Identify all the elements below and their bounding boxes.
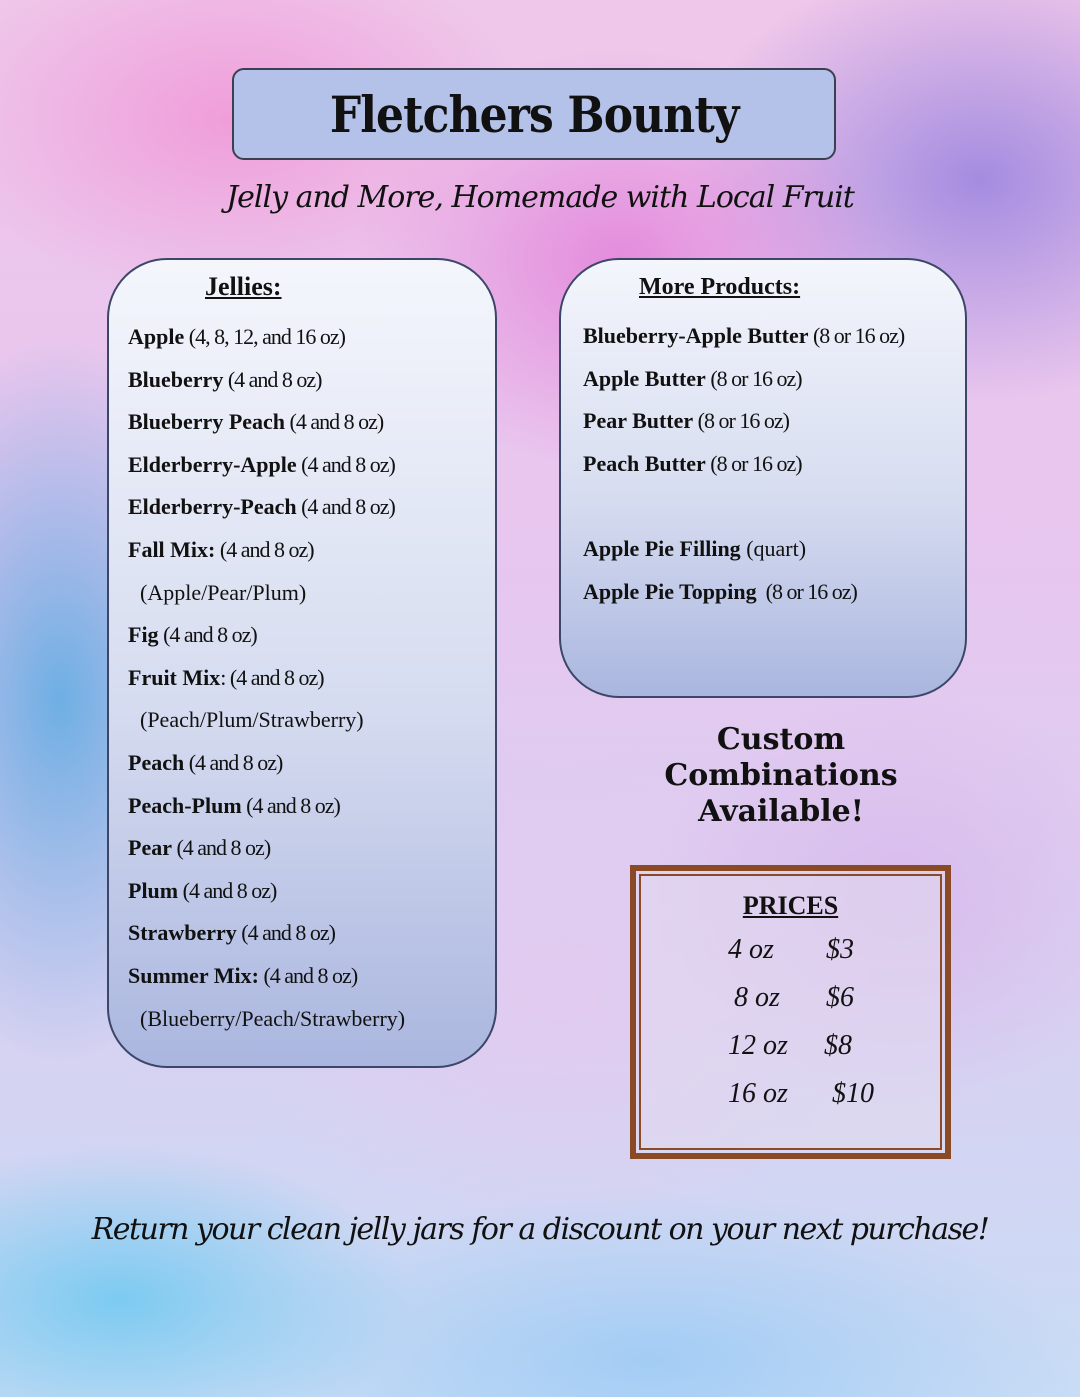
item-note: (Apple/Pear/Plum): [140, 579, 307, 605]
item-name: Peach-Plum: [128, 792, 242, 818]
item-name: Strawberry: [128, 920, 237, 946]
price-value: $6: [826, 982, 854, 1013]
item-size: (8 or 16 oz): [705, 450, 802, 476]
item-size: (4 and 8 oz): [184, 749, 283, 775]
jellies-heading: Jellies:: [205, 272, 282, 301]
price-value: $3: [826, 934, 854, 965]
item-size: (4 and 8 oz): [158, 622, 257, 648]
item-name: Blueberry Peach: [128, 409, 286, 435]
title-box: [232, 68, 836, 160]
item-name: Fall Mix:: [128, 536, 216, 562]
list-item: [128, 614, 405, 657]
item-size: (4 and 8 oz): [296, 494, 395, 520]
item-name: Elderberry-Peach: [128, 494, 297, 520]
price-size: 16 oz: [728, 1078, 788, 1109]
item-size: (4 and 8 oz): [258, 962, 358, 988]
list-spacer: [583, 485, 904, 528]
item-note: (Peach/Plum/Strawberry): [140, 707, 364, 733]
item-name: Summer Mix:: [128, 962, 259, 988]
item-name: Pear Butter: [583, 408, 694, 434]
list-item: [583, 571, 904, 614]
custom-line-1: Custom: [716, 722, 846, 757]
item-name: Peach: [128, 749, 185, 775]
more-products-list: [583, 315, 904, 613]
list-item: [128, 401, 405, 444]
item-size: (8 or 16 oz): [705, 365, 802, 391]
item-size: (quart): [740, 535, 807, 561]
item-name: Elderberry-Apple: [128, 451, 297, 477]
custom-line-3: Available!: [698, 794, 864, 829]
item-name: Apple Pie Topping: [583, 578, 757, 604]
item-size: (4 and 8 oz): [215, 536, 314, 562]
list-item: [128, 529, 405, 572]
item-size: (4 and 8 oz): [178, 877, 277, 903]
price-size: 4 oz: [728, 934, 774, 965]
list-item: [128, 444, 405, 487]
item-size: (4, 8, 12, and 16 oz): [184, 324, 345, 349]
item-name: Fruit Mix: [128, 664, 221, 690]
item-size: : (4 and 8 oz): [220, 664, 324, 690]
list-item: [128, 359, 405, 402]
list-item-note: [128, 998, 405, 1041]
list-item: [583, 315, 904, 358]
price-size: 8 oz: [734, 982, 780, 1013]
price-value: $10: [832, 1078, 874, 1109]
list-item: [128, 912, 405, 955]
item-name: Peach Butter: [583, 450, 706, 476]
list-item: [583, 443, 904, 486]
list-item: [583, 528, 904, 571]
list-item: [128, 785, 405, 828]
item-name: Apple: [128, 324, 185, 349]
list-item: [583, 400, 904, 443]
item-size: (4 and 8 oz): [236, 920, 335, 946]
list-item-note: [128, 699, 405, 742]
price-size: 12 oz: [728, 1030, 788, 1061]
item-size: (4 and 8 oz): [223, 366, 322, 392]
jellies-list: [128, 316, 405, 1040]
list-item: [583, 358, 904, 401]
list-item: [128, 316, 405, 359]
custom-line-2: Combinations: [664, 758, 898, 793]
item-name: Fig: [128, 622, 159, 648]
item-note: (Blueberry/Peach/Strawberry): [140, 1005, 406, 1031]
list-item-note: [128, 572, 405, 615]
item-size: (8 or 16 oz): [808, 323, 905, 348]
more-products-heading: More Products:: [639, 274, 801, 300]
footer-note: Return your clean jelly jars for a discount on your next purchase!: [91, 1212, 989, 1247]
list-item: [128, 870, 405, 913]
item-name: Pear: [128, 835, 172, 861]
item-size: (4 and 8 oz): [296, 451, 395, 477]
prices-title: PRICES: [742, 891, 839, 920]
price-value: $8: [824, 1030, 852, 1061]
page-title: Fletchers Bounty: [329, 84, 739, 144]
subtitle: Jelly and More, Homemade with Local Fruit: [226, 180, 854, 215]
jellies-panel: [107, 258, 497, 1068]
item-size: (8 or 16 oz): [756, 578, 857, 604]
custom-combinations-note: [620, 722, 942, 830]
prices-box: [630, 865, 951, 1159]
list-item: [128, 486, 405, 529]
item-size: (4 and 8 oz): [171, 835, 271, 861]
item-name: Apple Butter: [583, 365, 706, 391]
list-item: [128, 657, 405, 700]
item-name: Blueberry-Apple Butter: [583, 323, 809, 348]
item-size: (4 and 8 oz): [241, 792, 340, 818]
item-name: Plum: [128, 877, 179, 903]
list-item: [128, 827, 405, 870]
item-size: (4 and 8 oz): [285, 409, 384, 435]
more-products-panel: [559, 258, 967, 698]
item-name: Apple Pie Filling: [583, 535, 741, 561]
item-name: Blueberry: [128, 366, 224, 392]
list-item: [128, 955, 405, 998]
list-item: [128, 742, 405, 785]
item-size: (8 or 16 oz): [693, 408, 789, 434]
